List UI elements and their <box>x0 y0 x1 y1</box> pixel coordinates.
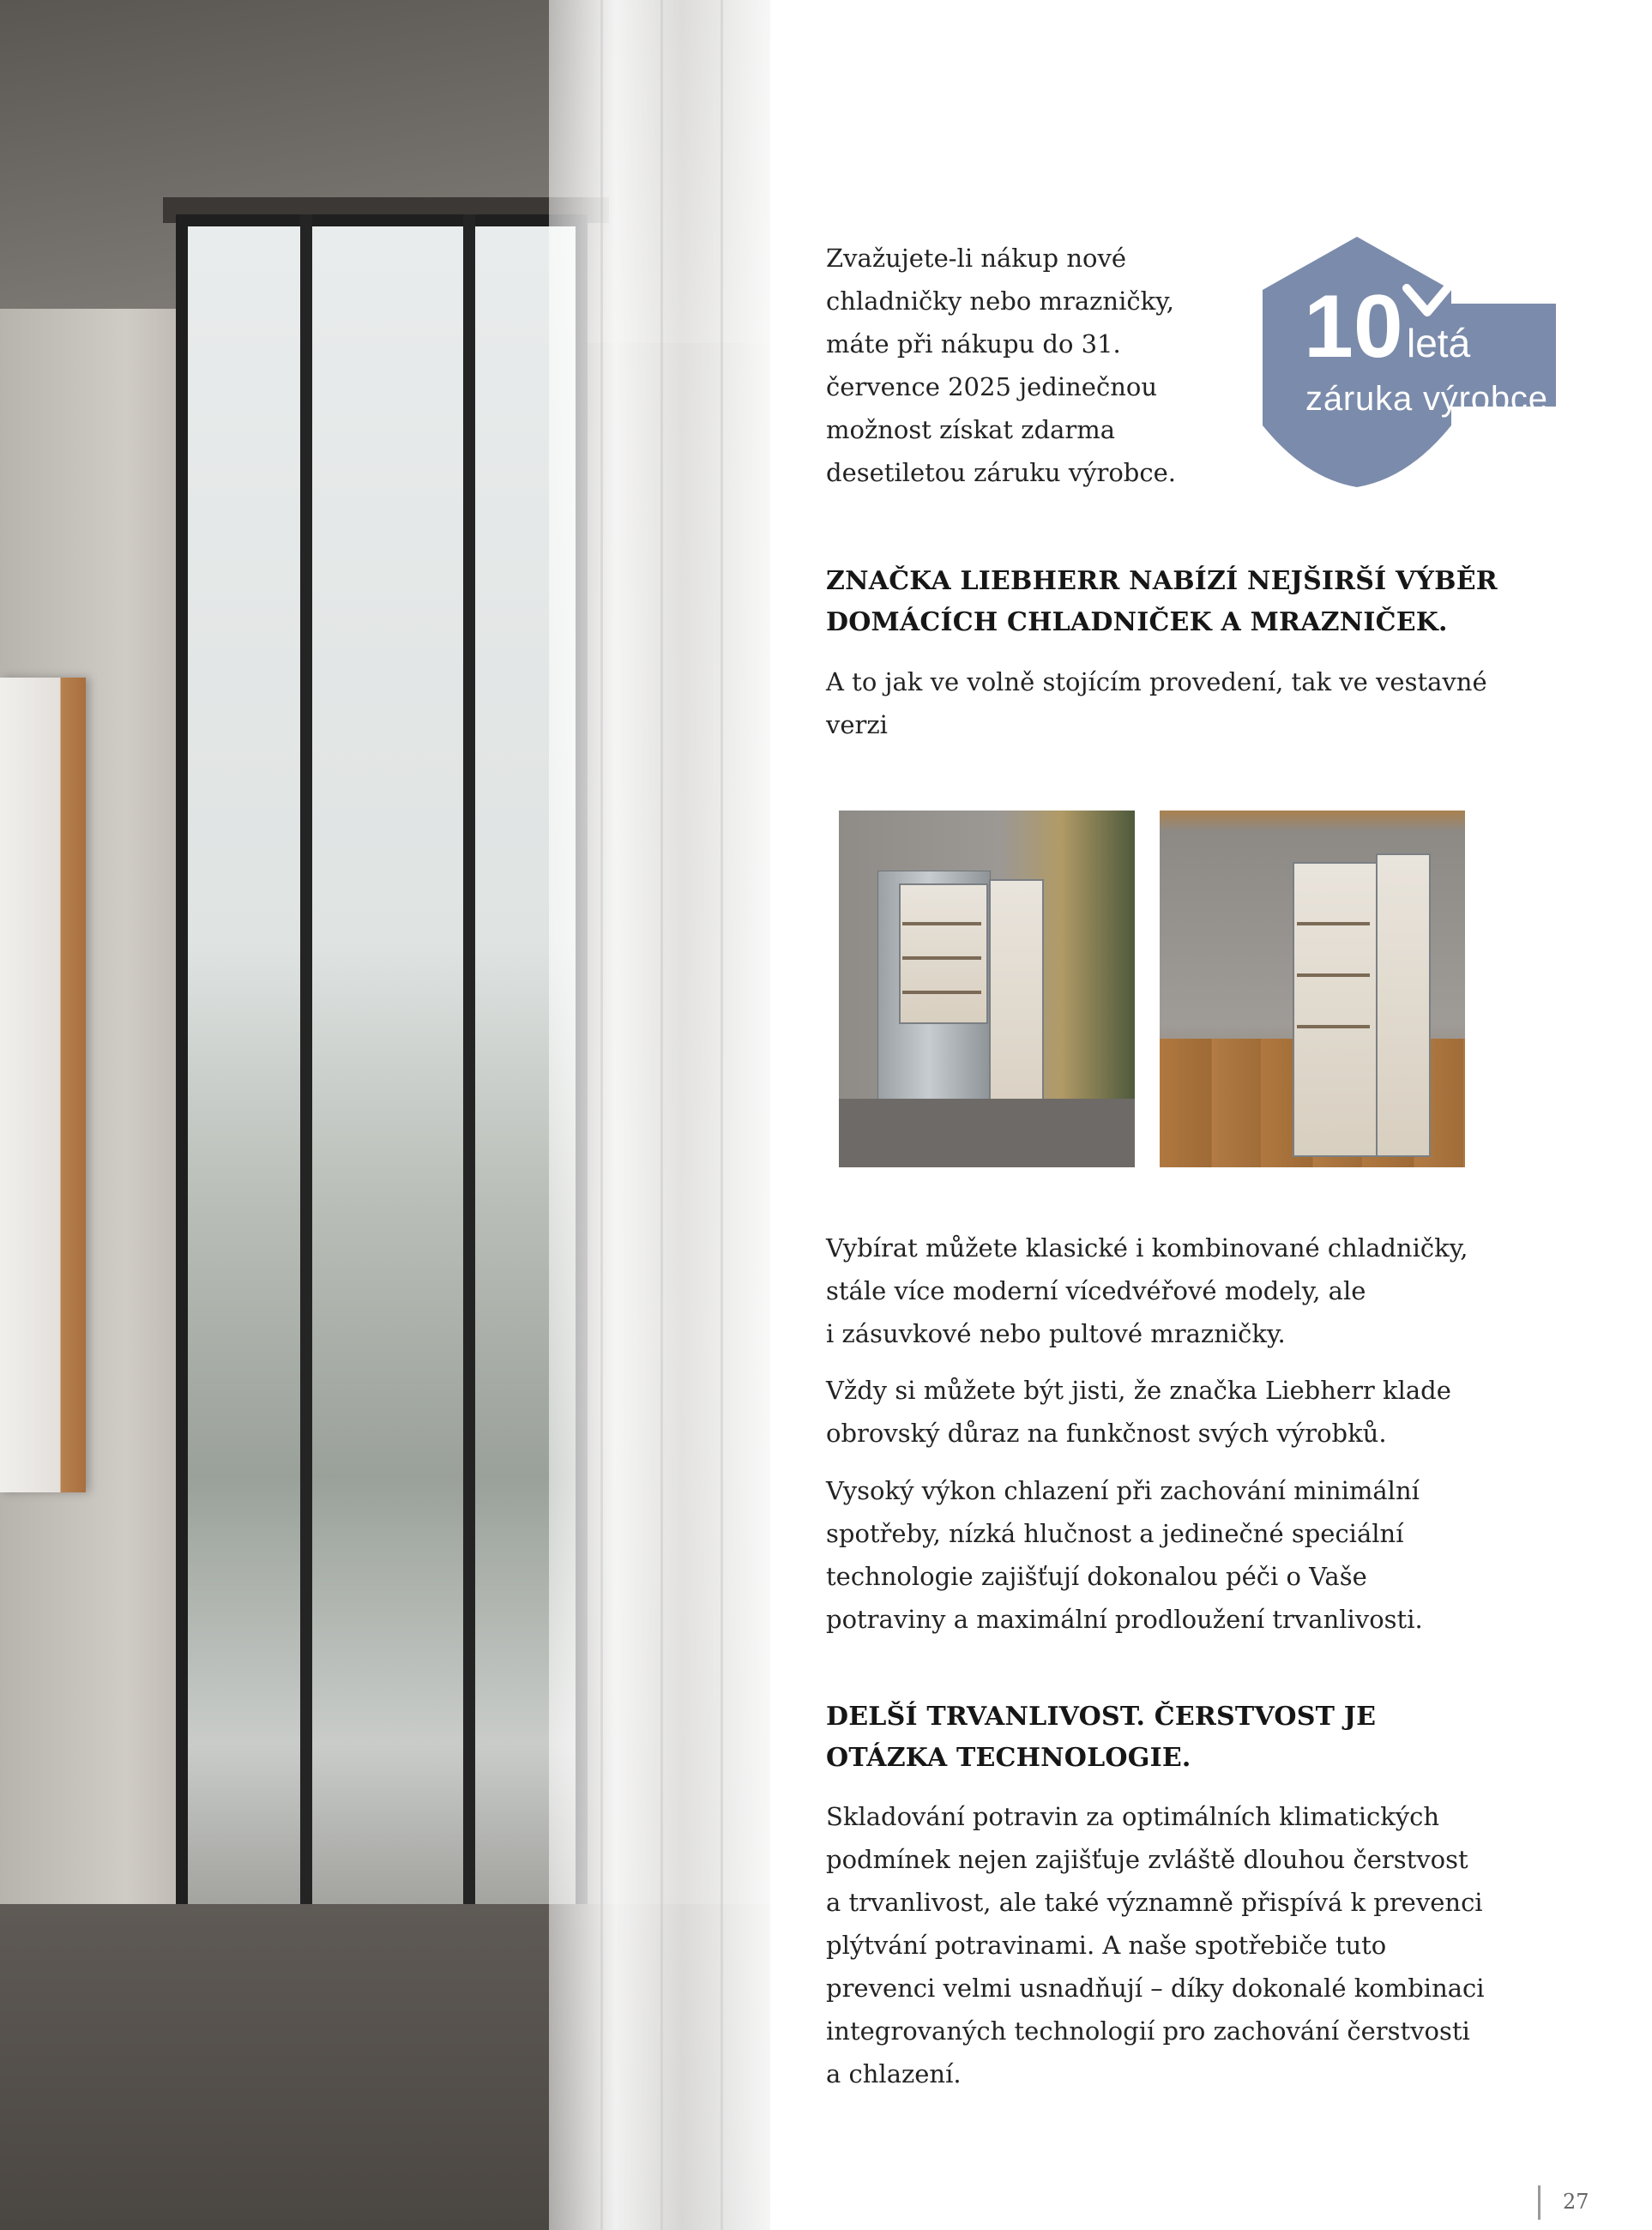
intro-line: desetiletou záruku výrobce. <box>826 458 1176 487</box>
body-paragraph-3 <box>826 1469 1423 1641</box>
body-line: integrovaných technologií pro zachování čerstvosti <box>826 2016 1470 2046</box>
fridge-interior <box>1293 862 1378 1157</box>
photo-sheer-curtain <box>549 0 770 2230</box>
body-line: Vždy si můžete být jisti, že značka Liebherr klade <box>826 1376 1451 1405</box>
intro-line: Zvažujete-li nákup nové <box>826 244 1126 273</box>
freestanding-fridge-photo <box>839 811 1135 1167</box>
fridge-shelf <box>1297 1025 1370 1028</box>
subtext-line: A to jak ve volně stojícím provedení, tak ve vestavné <box>826 667 1487 696</box>
body-line: i zásuvkové nebo pultové mrazničky. <box>826 1319 1286 1348</box>
body-line: potraviny a maximální prodloužení trvanlivosti. <box>826 1605 1423 1634</box>
photo-curtain-fold <box>720 0 723 2230</box>
heading-line: DELŠÍ TRVANLIVOST. ČERSTVOST JE <box>826 1702 1377 1732</box>
heading-line: DOMÁCÍCH CHLADNIČEK A MRAZNIČEK. <box>826 607 1448 637</box>
fridge-shelf <box>902 956 981 960</box>
body-line: prevenci velmi usnadňují – díky dokonalé kombinaci <box>826 1974 1485 2003</box>
photo-curtain-fold <box>660 0 663 2230</box>
fridge-shelf <box>902 922 981 925</box>
fridge-shelf <box>902 991 981 994</box>
intro-line: máte při nákupu do 31. <box>826 329 1121 359</box>
fridge-shelf <box>1297 973 1370 977</box>
body-line: Vysoký výkon chlazení při zachování minimální <box>826 1476 1420 1505</box>
fridge-shelf <box>1297 922 1370 925</box>
fridge-open-door <box>1376 853 1431 1157</box>
body-line: plýtvání potravinami. A naše spotřebiče tuto <box>826 1931 1387 1960</box>
photo-floor <box>839 1099 1135 1167</box>
body-paragraph-1 <box>826 1226 1468 1355</box>
fridge-wine-compartment <box>899 883 988 1024</box>
badge-caption: záruka výrobce <box>1305 380 1547 418</box>
built-in-fridge-photo <box>1160 811 1465 1167</box>
photo-window-glass <box>176 214 588 2024</box>
page-number-divider <box>1538 2185 1540 2220</box>
photo-window-mullion <box>300 214 312 2024</box>
body-line: Skladování potravin za optimálních klimatických <box>826 1802 1440 1831</box>
badge-word: letá <box>1407 321 1471 365</box>
body-paragraph-2 <box>826 1369 1451 1455</box>
photo-window-mullion <box>463 214 475 2024</box>
section-heading-freshness <box>826 1697 1376 1779</box>
warranty-badge <box>1245 230 1556 494</box>
photo-wall-cabinet <box>0 678 86 1492</box>
body-line: Vybírat můžete klasické i kombinované chladničky, <box>826 1233 1468 1263</box>
body-line: a chlazení. <box>826 2059 962 2088</box>
heading-line: ZNAČKA LIEBHERR NABÍZÍ NEJŠIRŠÍ VÝBĚR <box>826 566 1498 596</box>
intro-line: možnost získat zdarma <box>826 415 1116 444</box>
section-freshness-paragraph <box>826 1795 1485 2095</box>
body-line: stále více moderní vícedvéřové modely, ale <box>826 1276 1366 1305</box>
body-line: a trvanlivost, ale také významně přispívá k prevenci <box>826 1888 1483 1917</box>
body-line: obrovský důraz na funkčnost svých výrobků. <box>826 1419 1387 1448</box>
subtext-line: verzi <box>826 710 888 739</box>
section-heading-range <box>826 561 1498 643</box>
photo-curtain-fold <box>600 0 603 2230</box>
intro-line: července 2025 jedinečnou <box>826 372 1158 401</box>
interior-window-photo <box>0 0 770 2230</box>
page-number: 27 <box>1563 2190 1589 2214</box>
intro-line: chladničky nebo mrazničky, <box>826 286 1174 316</box>
intro-paragraph <box>826 237 1176 494</box>
body-line: technologie zajišťují dokonalou péči o Vaše <box>826 1562 1367 1591</box>
body-line: spotřeby, nízká hlučnost a jedinečné speciální <box>826 1519 1404 1548</box>
badge-number: 10 <box>1304 277 1403 377</box>
section-subtext <box>826 660 1487 746</box>
body-line: podmínek nejen zajišťuje zvláště dlouhou čerstvost <box>826 1845 1468 1874</box>
heading-line: OTÁZKA TECHNOLOGIE. <box>826 1743 1191 1773</box>
